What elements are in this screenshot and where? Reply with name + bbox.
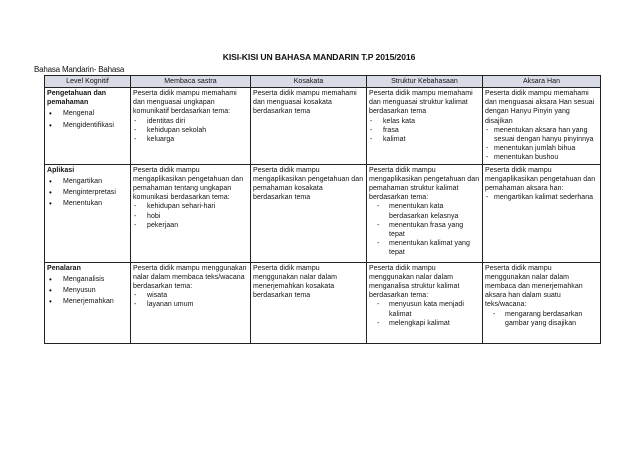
list-item: - pekerjaan (133, 221, 248, 230)
membaca-cell (131, 164, 251, 262)
list-item: • Mengidentifikasi (47, 121, 128, 130)
aksara-intro: Peserta didik mampu mengaplikasikan pengetahuan dan pemahaman aksara han: (485, 166, 596, 193)
list-item: - kehidupan sekolah (133, 126, 248, 135)
list-item: - hobi (133, 212, 248, 221)
list-item: - frasa (369, 126, 480, 135)
struktur-intro: Peserta didik mampu memahami dan menguasai struktur kalimat berdasarkan tema (369, 90, 473, 116)
membaca-intro: Peserta didik mampu mengaplikasikan pengetahuan dan pemahaman tentang ungkapan komunikasi berdasarkan tema: (133, 166, 244, 202)
aksara-cell (483, 164, 601, 262)
struktur-intro: Peserta didik mampu mengaplikasikan pengetahuan dan pemahaman struktur kalimat berdasarkan tema: (369, 166, 480, 202)
list-item: • Menerjemahkan (47, 297, 128, 306)
list-item: • Mengenal (47, 109, 128, 118)
list-item: - menyusun kata menjadi kalimat (369, 300, 480, 318)
level-cell (45, 164, 131, 262)
struktur-items (369, 300, 480, 328)
table-row (45, 164, 601, 262)
list-item: - menentukan aksara han yang sesuai dengan hanyu pinyinnya (485, 126, 598, 144)
kosakata-cell: Peserta didik mampu mengaplikasikan pengetahuan dan pemahaman kosakata berdasarkan tema (251, 164, 367, 262)
struktur-items (369, 202, 480, 257)
kosakata-cell: Peserta didik mampu menggunakan nalar dalam menerjemahkan kosakata berdasarkan tema (251, 262, 367, 343)
level-items (47, 275, 128, 307)
aksara-intro: Peserta didik mampu menggunakan nalar dalam membaca dan menerjemahkan aksara han dalam suatu teks/wacana: (485, 264, 583, 309)
list-item: - menentukan jumlah bihua (485, 144, 598, 153)
aksara-intro: Peserta didik mampu memahami dan menguasai aksara Han sesuai dengan Hanyu Pinyin yang disajikan (485, 90, 595, 125)
list-item: • Menganalisis (47, 275, 128, 284)
header-membaca-sastra: Membaca sastra (131, 76, 251, 88)
table-row (45, 88, 601, 165)
membaca-items (133, 117, 248, 145)
list-item: - identitas diri (133, 117, 248, 126)
list-item: - menentukan frasa yang tepat (369, 221, 480, 239)
struktur-intro: Peserta didik mampu menggunakan nalar dalam menganalisa struktur kalimat berdasarkan tema: (369, 264, 460, 300)
list-item: - menentukan bushou (485, 153, 598, 162)
membaca-cell (131, 262, 251, 343)
kosakata-cell: Peserta didik mampu memahami dan menguasai kosakata berdasarkan tema (251, 88, 367, 165)
level-name: Penalaran (47, 264, 81, 272)
list-item: - menentukan kalimat yang tepat (369, 239, 480, 257)
table-row (45, 262, 601, 343)
list-item: - menentukan kata berdasarkan kelasnya (369, 202, 480, 220)
list-item: - wisata (133, 291, 248, 300)
list-item: • Menginterpretasi (47, 188, 128, 197)
level-items (47, 177, 128, 209)
aksara-cell (483, 88, 601, 165)
membaca-intro: Peserta didik mampu menggunakan nalar dalam membaca teks/wacana berdasarkan tema: (133, 264, 247, 291)
list-item: • Menentukan (47, 199, 128, 208)
list-item: - mengartikan kalimat sederhana (485, 193, 598, 202)
struktur-cell (367, 262, 483, 343)
membaca-items (133, 291, 248, 309)
aksara-items (485, 310, 598, 328)
list-item: - kalimat (369, 135, 480, 144)
document-title: KISI-KISI UN BAHASA MANDARIN T.P 2015/2016 (222, 52, 416, 62)
level-name: Aplikasi (47, 166, 75, 174)
struktur-cell (367, 88, 483, 165)
header-aksara-han: Aksara Han (483, 76, 601, 88)
level-cell (45, 88, 131, 165)
list-item: - keluarga (133, 135, 248, 144)
list-item: - mengarang berdasarkan gambar yang disajikan (485, 310, 598, 328)
aksara-cell (483, 262, 601, 343)
document-subtitle: Bahasa Mandarin- Bahasa (34, 65, 125, 74)
membaca-intro: Peserta didik mampu memahami dan menguasai ungkapan komunikatif berdasarkan tema: (133, 90, 237, 116)
aksara-items (485, 193, 598, 202)
list-item: - layanan umum (133, 300, 248, 309)
table-header-row (45, 76, 601, 88)
header-struktur-kebahasaan: Struktur Kebahasaan (367, 76, 483, 88)
list-item: • Menyusun (47, 286, 128, 295)
kisi-kisi-table (44, 75, 601, 344)
list-item: - melengkapi kalimat (369, 319, 480, 328)
list-item: - kelas kata (369, 117, 480, 126)
level-cell (45, 262, 131, 343)
list-item: • Mengartikan (47, 177, 128, 186)
struktur-cell (367, 164, 483, 262)
aksara-items (485, 126, 598, 163)
struktur-items (369, 117, 480, 145)
header-level-kognitif: Level Kognitif (45, 76, 131, 88)
level-items (47, 109, 128, 129)
list-item: - kehidupan sehari-hari (133, 202, 248, 211)
level-name: Pengetahuan dan pemahaman (47, 90, 107, 107)
header-kosakata: Kosakata (251, 76, 367, 88)
membaca-cell (131, 88, 251, 165)
membaca-items (133, 202, 248, 230)
